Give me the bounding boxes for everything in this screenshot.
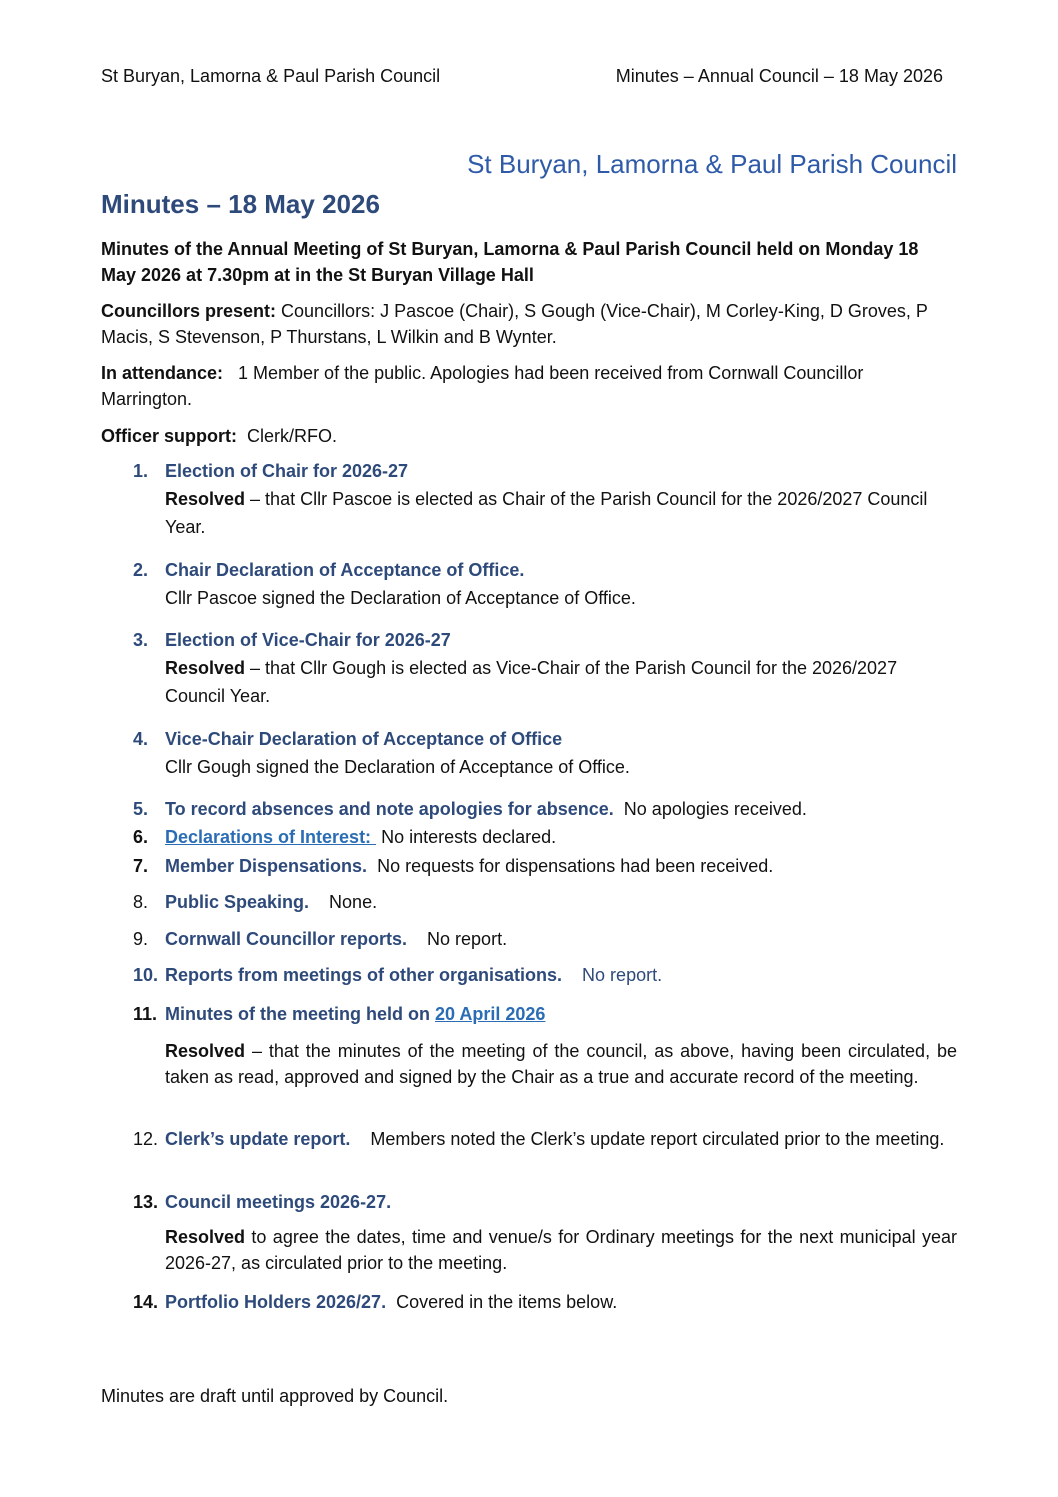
item-number: 7. — [133, 856, 149, 876]
item-text: Covered in the items below. — [386, 1292, 618, 1312]
item-heading: Clerk’s update report. — [165, 1129, 351, 1149]
item-heading: Public Speaking. — [165, 892, 310, 912]
item-heading: Election of Chair for 2026-27 — [165, 461, 409, 481]
item-number: 1. — [133, 461, 149, 481]
agenda-item-6 — [133, 823, 957, 851]
agenda-item-7 — [133, 852, 957, 880]
item-number: 11. — [133, 1004, 158, 1024]
agenda-item-1 — [133, 457, 957, 541]
item-number: 13. — [133, 1192, 159, 1212]
resolved-label: Resolved — [165, 1227, 246, 1247]
item-heading: Reports from meetings of other organisations. — [165, 965, 563, 985]
item-text: Members noted the Clerk’s update report circulated prior to the meeting. — [350, 1129, 945, 1149]
resolved-label: Resolved — [165, 489, 246, 509]
intro-paragraph: Minutes of the Annual Meeting of St Buryan, Lamorna & Paul Parish Council held on Monday 18 May 2026 at 7.30pm at in the St Buryan Village Hall — [101, 239, 919, 285]
item-body — [165, 654, 957, 710]
item-heading: Council meetings 2026-27. — [165, 1192, 392, 1212]
item-text: – that Cllr Gough is elected as Vice-Chair of the Parish Council for the 2026/2027 Council Year. — [165, 658, 898, 706]
in-attendance-label: In attendance: — [101, 363, 224, 383]
agenda-item-8 — [133, 888, 957, 916]
item-text: – that the minutes of the meeting of the council, as above, having been circulated, be taken as read, approved and signed by the Chair as a true and accurate record of the meeting. — [165, 1041, 957, 1087]
item-text: Cllr Pascoe signed the Declaration of Acceptance of Office. — [165, 588, 636, 608]
officer-support-label: Officer support: — [101, 426, 238, 446]
item-heading: Cornwall Councillor reports. — [165, 929, 408, 949]
agenda-item-13 — [133, 1188, 957, 1276]
agenda-item-3 — [133, 626, 957, 710]
in-attendance — [101, 360, 957, 412]
council-title: St Buryan, Lamorna & Paul Parish Council — [467, 149, 957, 179]
resolved-label: Resolved — [165, 1041, 246, 1061]
item-heading: To record absences and note apologies for absence. — [165, 799, 614, 819]
item-body — [165, 1038, 957, 1090]
item-body — [165, 1224, 957, 1276]
item-number: 14. — [133, 1292, 159, 1312]
councillors-present-text: Councillors: J Pascoe (Chair), S Gough (Vice-Chair), M Corley-King, D Groves, P Macis, S Stevenson, P Thurstans, L Wilkin and B Wynter. — [101, 301, 928, 347]
item-number: 6. — [133, 827, 149, 847]
agenda-item-14 — [133, 1288, 957, 1316]
item-heading: Chair Declaration of Acceptance of Office. — [165, 560, 525, 580]
page-footer: Minutes are draft until approved by Council. — [101, 1386, 449, 1406]
minutes-20-april-link[interactable]: 20 April 2026 — [435, 1004, 546, 1024]
agenda-item-11 — [133, 1000, 957, 1090]
item-heading: Election of Vice-Chair for 2026-27 — [165, 630, 451, 650]
item-number: 4. — [133, 729, 149, 749]
item-text: to agree the dates, time and venue/s for Ordinary meetings for the next municipal year 2026-27, as circulated prior to the meeting. — [165, 1227, 957, 1273]
item-number: 12. — [133, 1129, 159, 1149]
officer-support — [101, 423, 957, 449]
item-body — [165, 485, 957, 541]
page-title: Minutes – 18 May 2026 — [101, 189, 380, 219]
item-text: – that Cllr Pascoe is elected as Chair of the Parish Council for the 2026/2027 Council Year. — [165, 489, 928, 537]
agenda-item-12 — [133, 1126, 957, 1152]
item-text: None. — [309, 892, 378, 912]
item-text: No report. — [562, 965, 663, 985]
item-text: No requests for dispensations had been received. — [367, 856, 774, 876]
item-heading: Portfolio Holders 2026/27. — [165, 1292, 387, 1312]
agenda-item-10 — [133, 961, 957, 989]
agenda-item-5 — [133, 795, 957, 823]
agenda-item-4 — [133, 725, 957, 781]
item-heading: Minutes of the meeting held on — [165, 1004, 435, 1024]
agenda-item-9 — [133, 925, 957, 953]
item-number: 8. — [133, 892, 149, 912]
resolved-label: Resolved — [165, 658, 246, 678]
item-number: 10. — [133, 965, 159, 985]
in-attendance-text: 1 Member of the public. Apologies had been received from Cornwall Councillor Marrington. — [101, 363, 869, 409]
item-number: 9. — [133, 929, 149, 949]
councillors-present — [101, 298, 957, 350]
header-minutes-title: Minutes – Annual Council – 18 May 2026 — [615, 66, 943, 86]
declarations-of-interest-link[interactable]: Declarations of Interest: — [165, 827, 377, 847]
item-number: 2. — [133, 560, 149, 580]
agenda-item-2 — [133, 556, 957, 612]
officer-support-text: Clerk/RFO. — [237, 426, 338, 446]
header-council-name: St Buryan, Lamorna & Paul Parish Council — [101, 66, 441, 86]
item-text: No apologies received. — [613, 799, 807, 819]
item-number: 5. — [133, 799, 149, 819]
item-heading: Vice-Chair Declaration of Acceptance of Office — [165, 729, 563, 749]
item-number: 3. — [133, 630, 149, 650]
item-text: Cllr Gough signed the Declaration of Acceptance of Office. — [165, 757, 630, 777]
item-text: No interests declared. — [376, 827, 557, 847]
item-heading: Member Dispensations. — [165, 856, 368, 876]
item-text: No report. — [407, 929, 508, 949]
councillors-present-label: Councillors present: — [101, 301, 277, 321]
